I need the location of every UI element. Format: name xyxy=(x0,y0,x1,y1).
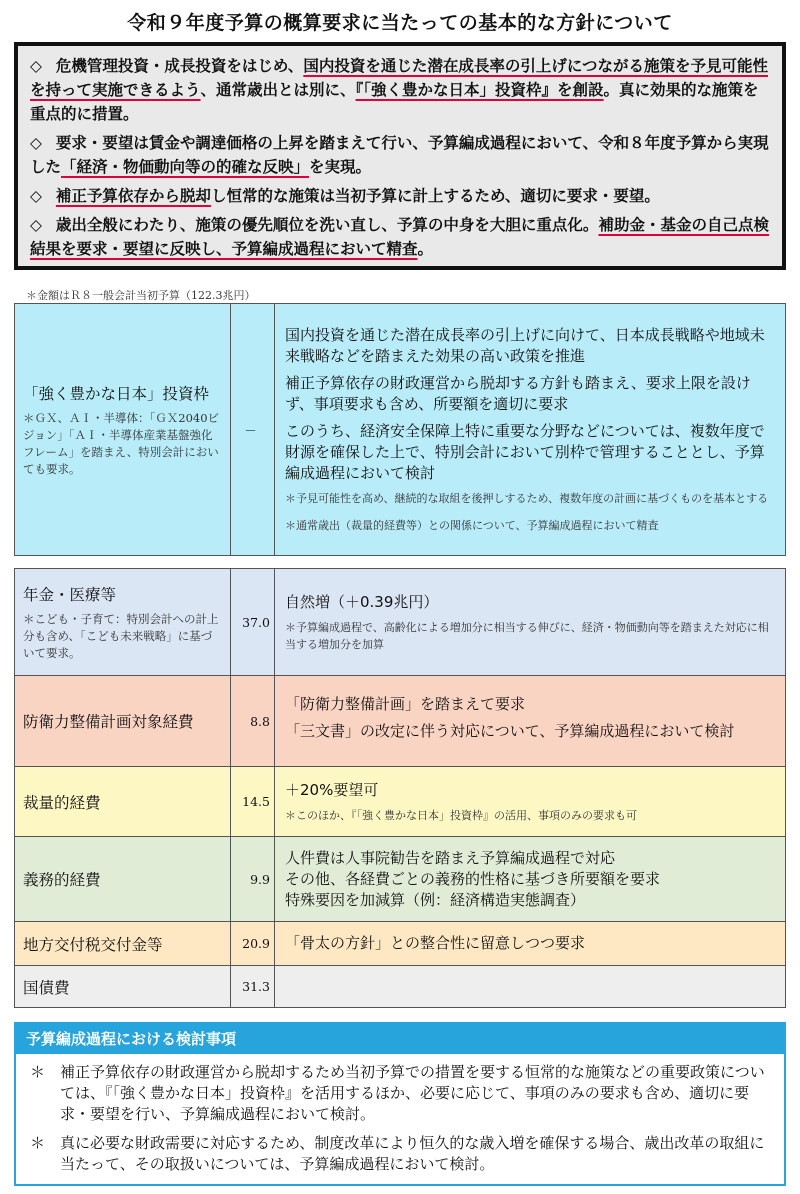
policy-text: 要求・要望は賃金や調達価格の上昇を踏まえて行い、予算編成過程において、令和８年度予算から実現した xyxy=(30,134,769,176)
row-amount: 14.5 xyxy=(231,767,275,837)
row-label: 国債費 xyxy=(23,978,70,997)
asterisk-marker: ＊ xyxy=(30,1063,46,1081)
policy-text: 。 xyxy=(417,240,434,258)
table-row xyxy=(15,676,786,767)
row-label: 年金・医療等 xyxy=(23,585,117,604)
amount-note: ＊金額はＲ８一般会計当初予算（122.3兆円） xyxy=(26,289,256,302)
policy-summary-box xyxy=(14,42,786,270)
detail-paragraph: このうち、経済安全保障上特に重要な分野などについては、複数年度で財源を確保した上で、特別会計において別枠で管理することとし、予算編成過程において検討 xyxy=(285,422,765,482)
investment-label-cell xyxy=(15,304,231,556)
detail-paragraph: 「三文書」の改定に伴う対応について、予算編成過程において検討 xyxy=(285,722,735,740)
underlined-text: 国内投資を通じた潜在成長率の引上げにつながる施策を予見可能性を持って実施できるよう xyxy=(30,57,769,99)
row-subnote: ＊ＧＸ、ＡＩ・半導体：「ＧＸ2040ビジョン」「ＡＩ・半導体産業基盤強化フレーム」を踏まえ、特別会計においても要求。 xyxy=(23,410,220,476)
policy-text: 、通常歳出とは別に、 xyxy=(200,81,356,99)
underlined-text: 『「強く豊かな日本」投資枠』を創設 xyxy=(355,81,604,99)
row-amount: 8.8 xyxy=(231,676,275,767)
diamond-icon: ◇ xyxy=(30,187,42,205)
page-title: 令和９年度予算の概算要求に当たっての基本的な方針について xyxy=(127,12,673,34)
row-detail-cell xyxy=(275,676,786,767)
row-amount: 9.9 xyxy=(231,837,275,922)
detail-paragraph: 特殊要因を加減算（例：経済構造実態調査） xyxy=(285,890,586,909)
underlined-text: 補正予算依存から脱却 xyxy=(55,187,211,205)
row-label-cell xyxy=(15,966,231,1008)
table-row xyxy=(15,767,786,837)
detail-paragraph: 自然増（＋0.39兆円） xyxy=(285,592,439,611)
policy-text: 歳出全般にわたり、施策の優先順位を洗い直し、予算の中身を大胆に重点化。 xyxy=(55,216,599,234)
detail-paragraph: ＋20%要望可 xyxy=(285,780,379,799)
row-label-cell xyxy=(15,837,231,922)
review-item-text: 補正予算依存の財政運営から脱却するため当初予算での措置を要する恒常的な施策などの重要政策については、『「強く豊かな日本」投資枠』を活用するほか、必要に応じて、事項のみの要求も含め、適切に要求・要望を行い、予算編成過程において検討。 xyxy=(60,1063,765,1123)
underlined-text: 「経済・物価動向等の的確な反映」 xyxy=(61,158,310,176)
row-amount: 31.3 xyxy=(231,966,275,1008)
table-row xyxy=(15,569,786,676)
detail-paragraph: 「防衛力整備計画」を踏まえて要求 xyxy=(285,695,526,713)
policy-item xyxy=(30,213,770,261)
row-label-cell xyxy=(15,767,231,837)
underlined-text: 補助金・基金の自己点検結果を要求・要望に反映し、予算編成過程において精査 xyxy=(30,216,769,258)
policy-text: 。真に効果的な施策を重点的に措置。 xyxy=(30,81,759,123)
policy-item xyxy=(30,131,770,179)
row-label: 防衛力整備計画対象経費 xyxy=(23,713,194,731)
review-item xyxy=(16,1062,784,1125)
detail-paragraph: 国内投資を通じた潜在成長率の引上げに向けて、日本成長戦略や地域未来戦略などを踏まえた効果の高い政策を推進 xyxy=(285,326,765,365)
row-label-cell xyxy=(15,922,231,966)
policy-text: を実現。 xyxy=(309,158,372,176)
row-label-cell xyxy=(15,676,231,767)
row-subnote: ＊こども・子育て：特別会計への計上分も含め、「こども未来戦略」に基づいて要求。 xyxy=(23,611,219,660)
row-detail-cell xyxy=(275,569,786,676)
policy-item xyxy=(30,54,770,126)
review-item xyxy=(16,1133,784,1175)
detail-note: ＊このほか、『「強く豊かな日本」投資枠』の活用、事項のみの要求も可 xyxy=(285,808,637,822)
row-label: 義務的経費 xyxy=(23,871,101,889)
row-label: 地方交付税交付金等 xyxy=(23,935,163,954)
budget-category-table xyxy=(14,568,786,1008)
asterisk-marker: ＊ xyxy=(30,1134,46,1152)
row-label-cell xyxy=(15,569,231,676)
detail-note: ＊予算編成過程で、高齢化による増加分に相当する伸びに、経済・物価動向等を踏まえた対応に相当する増加分を加算 xyxy=(285,620,769,651)
table-row xyxy=(15,922,786,966)
table-row xyxy=(15,966,786,1008)
row-label: 「強く豊かな日本」投資枠 xyxy=(23,384,210,403)
policy-text: 危機管理投資・成長投資をはじめ、 xyxy=(55,57,304,75)
detail-paragraph: 補正予算依存の財政運営から脱却する方針も踏まえ、要求上限を設けず、事項要求も含め、所要額を適切に要求 xyxy=(285,374,751,413)
row-amount: 20.9 xyxy=(231,922,275,966)
detail-paragraph: 人件費は人事院勧告を踏まえ予算編成過程で対応 xyxy=(285,848,616,867)
detail-note: ＊予見可能性を高め、継続的な取組を後押しするため、複数年度の計画に基づくものを基本とする xyxy=(285,492,769,505)
review-box xyxy=(14,1022,786,1186)
detail-note: ＊通常歳出（裁量的経費等）との関係について、予算編成過程において精査 xyxy=(285,519,659,532)
policy-item xyxy=(30,184,770,208)
row-label: 裁量的経費 xyxy=(23,793,101,812)
diamond-icon: ◇ xyxy=(30,216,42,234)
row-detail-cell xyxy=(275,966,786,1008)
row-amount: － xyxy=(231,304,275,556)
detail-paragraph: その他、各経費ごとの義務的性格に基づき所要額を要求 xyxy=(285,869,661,888)
row-amount: 37.0 xyxy=(231,569,275,676)
investment-detail-cell xyxy=(275,304,786,556)
policy-text: し恒常的な施策は当初予算に計上するため、適切に要求・要望。 xyxy=(210,187,660,205)
detail-paragraph: 「骨太の方針」との整合性に留意しつつ要求 xyxy=(285,934,586,952)
review-heading: 予算編成過程における検討事項 xyxy=(16,1024,784,1054)
row-detail-cell xyxy=(275,837,786,922)
row-detail-cell xyxy=(275,922,786,966)
row-detail-cell xyxy=(275,767,786,837)
diamond-icon: ◇ xyxy=(30,134,42,152)
investment-frame-table xyxy=(14,303,786,556)
diamond-icon: ◇ xyxy=(30,57,42,75)
table-row xyxy=(15,837,786,922)
review-item-text: 真に必要な財政需要に対応するため、制度改革により恒久的な歳入増を確保する場合、歳出改革の取組に当たって、その取扱いについては、予算編成過程において検討。 xyxy=(60,1134,765,1173)
